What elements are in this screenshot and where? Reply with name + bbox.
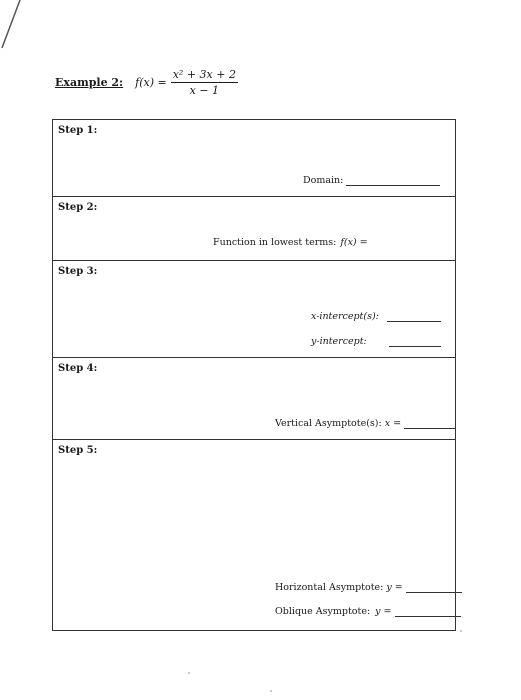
y-intercept-label: y-intercept:: [311, 336, 367, 347]
lowest-terms-field: [213, 237, 368, 248]
vertical-asymptote-blank[interactable]: [404, 418, 456, 429]
vertical-asymptote-field: [275, 418, 456, 429]
domain-blank[interactable]: [346, 175, 440, 186]
step-5-label: Step 5:: [58, 445, 98, 456]
horizontal-asymptote-expr: y =: [386, 582, 403, 593]
vertical-asymptote-expr: x =: [384, 418, 402, 429]
paper-edge-mark: [0, 0, 30, 60]
paper-speck: [460, 630, 462, 632]
paper-speck: [188, 672, 190, 674]
step-3-label: Step 3:: [58, 266, 98, 277]
function-lhs: f(x) =: [135, 76, 167, 89]
oblique-asymptote-field: [275, 606, 461, 617]
function-fraction: [171, 68, 238, 97]
x-intercept-label: x-intercept(s):: [311, 311, 379, 322]
x-intercept-blank[interactable]: [387, 311, 441, 322]
fraction-denominator: x − 1: [189, 84, 220, 97]
step-3-box: [53, 261, 455, 358]
step-1-box: [53, 120, 455, 197]
horizontal-asymptote-field: [275, 582, 462, 593]
example-heading: [55, 68, 238, 97]
step-2-label: Step 2:: [58, 202, 98, 213]
y-intercept-field: [311, 336, 441, 347]
oblique-asymptote-expr: y =: [375, 606, 392, 617]
example-label: Example 2:: [55, 76, 124, 89]
step-4-box: [53, 358, 455, 440]
domain-label: Domain:: [303, 175, 344, 186]
step-5-box: [53, 440, 455, 630]
step-2-box: [53, 197, 455, 261]
oblique-asymptote-label: Oblique Asymptote:: [275, 606, 371, 617]
step-4-label: Step 4:: [58, 363, 98, 374]
vertical-asymptote-label: Vertical Asymptote(s):: [275, 418, 382, 429]
x-intercept-field: [311, 311, 441, 322]
oblique-asymptote-blank[interactable]: [395, 606, 461, 617]
step-1-label: Step 1:: [58, 125, 98, 136]
horizontal-asymptote-blank[interactable]: [406, 582, 462, 593]
domain-field: [303, 175, 440, 186]
steps-table: [52, 119, 456, 631]
y-intercept-blank[interactable]: [389, 336, 441, 347]
paper-speck: [270, 690, 272, 692]
horizontal-asymptote-label: Horizontal Asymptote:: [275, 582, 384, 593]
lowest-terms-expr: f(x) =: [340, 237, 368, 248]
lowest-terms-label: Function in lowest terms:: [213, 237, 337, 248]
fraction-numerator: x² + 3x + 2: [172, 68, 236, 81]
